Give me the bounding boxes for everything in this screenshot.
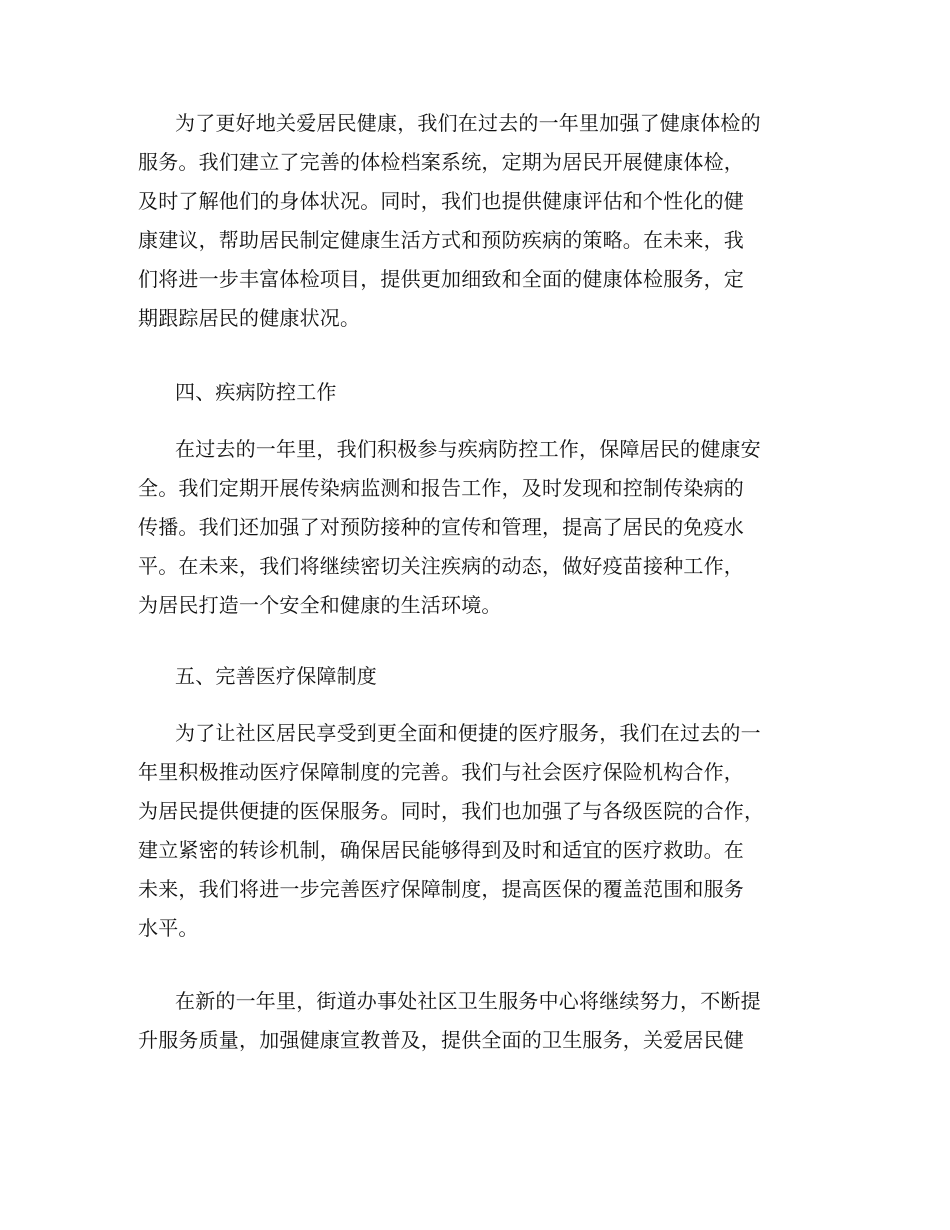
paragraph-line: 水平。 xyxy=(138,916,199,940)
paragraph-line: 未来，我们将进一步完善医疗保障制度，提高医保的覆盖范围和服务 xyxy=(138,877,744,901)
paragraph-line: 为了更好地关爱居民健康，我们在过去的一年里加强了健康体检的 xyxy=(175,111,761,135)
paragraph-line: 在新的一年里，街道办事处社区卫生服务中心将继续努力，不断提 xyxy=(175,989,761,1013)
section-heading-medical-insurance: 五、完善医疗保障制度 xyxy=(175,664,377,688)
paragraph-line: 及时了解他们的身体状况。同时，我们也提供健康评估和个性化的健 xyxy=(138,189,744,213)
paragraph-line: 为了让社区居民享受到更全面和便捷的医疗服务，我们在过去的一 xyxy=(175,721,761,745)
paragraph-line: 传播。我们还加强了对预防接种的宣传和管理，提高了居民的免疫水 xyxy=(138,515,744,539)
paragraph-line: 建立紧密的转诊机制，确保居民能够得到及时和适宜的医疗救助。在 xyxy=(138,838,744,862)
section-heading-disease-control: 四、疾病防控工作 xyxy=(175,380,337,404)
paragraph-line: 服务。我们建立了完善的体检档案系统，定期为居民开展健康体检， xyxy=(138,150,744,174)
paragraph-line: 们将进一步丰富体检项目，提供更加细致和全面的健康体检服务，定 xyxy=(138,267,744,291)
paragraph-line: 为居民打造一个安全和健康的生活环境。 xyxy=(138,593,502,617)
paragraph-line: 升服务质量，加强健康宣教普及，提供全面的卫生服务，关爱居民健 xyxy=(138,1028,744,1052)
paragraph-line: 全。我们定期开展传染病监测和报告工作，及时发现和控制传染病的 xyxy=(138,476,744,500)
paragraph-line: 期跟踪居民的健康状况。 xyxy=(138,306,361,330)
paragraph-line: 平。在未来，我们将继续密切关注疾病的动态，做好疫苗接种工作， xyxy=(138,554,744,578)
paragraph-line: 在过去的一年里，我们积极参与疾病防控工作，保障居民的健康安 xyxy=(175,437,761,461)
paragraph-line: 为居民提供便捷的医保服务。同时，我们也加强了与各级医院的合作， xyxy=(138,799,765,823)
paragraph-line: 康建议，帮助居民制定健康生活方式和预防疾病的策略。在未来，我 xyxy=(138,228,744,252)
paragraph-line: 年里积极推动医疗保障制度的完善。我们与社会医疗保险机构合作， xyxy=(138,760,744,784)
